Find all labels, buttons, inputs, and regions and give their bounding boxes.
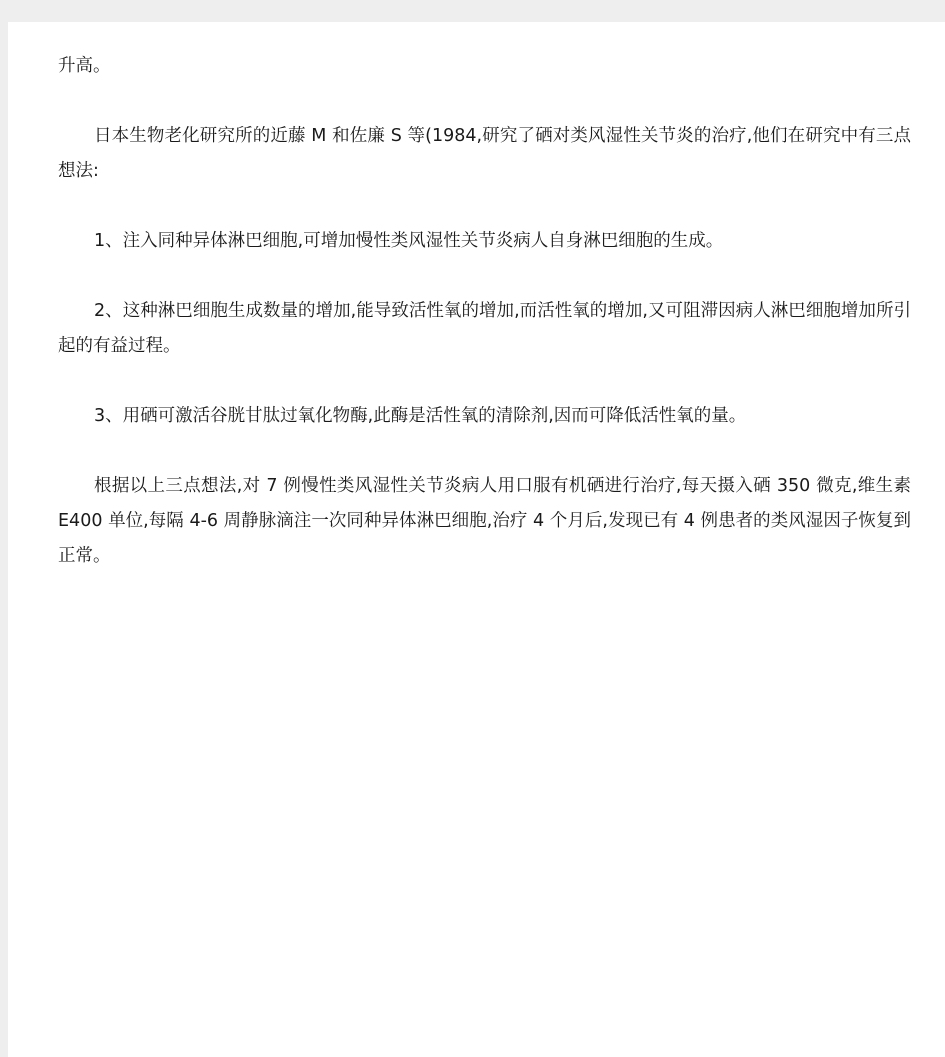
document-body	[58, 49, 911, 609]
paragraph-point-3: 3、用硒可激活谷胱甘肽过氧化物酶,此酶是活性氧的清除剂,因而可降低活性氧的量。	[94, 406, 747, 426]
paragraph-treatment: 根据以上三点想法,对 7 例慢性类风湿性关节炎病人用口服有机硒进行治疗,每天摄入硒 350 微克,维生素 E400 单位,每隔 4-6 周静脉滴注一次同种异体淋巴细胞,治疗 4 个月后,发现已有 4 例患者的类风湿因子恢复到正常。	[58, 476, 911, 566]
paragraph-point-1: 1、注入同种异体淋巴细胞,可增加慢性类风湿性关节炎病人自身淋巴细胞的生成。	[94, 231, 724, 251]
paragraph-intro: 日本生物老化研究所的近藤 M 和佐廉 S 等(1984,研究了硒对类风湿性关节炎的治疗,他们在研究中有三点想法:	[58, 126, 911, 181]
paragraph-continuation: 升高。	[58, 56, 111, 76]
document-page	[8, 22, 945, 1057]
paragraph-point-2: 2、这种淋巴细胞生成数量的增加,能导致活性氧的增加,而活性氧的增加,又可阻滞因病人淋巴细胞增加所引起的有益过程。	[58, 301, 911, 356]
